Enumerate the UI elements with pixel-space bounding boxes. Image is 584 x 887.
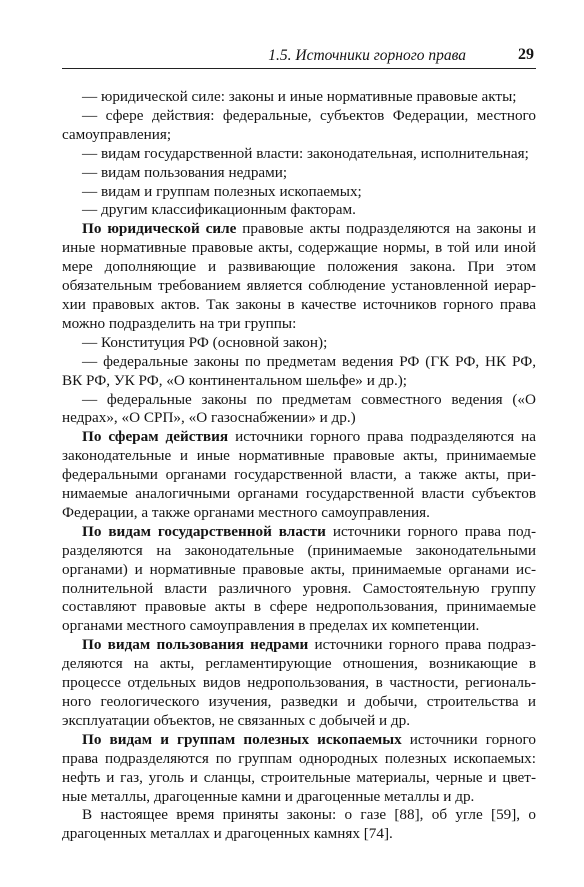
paragraph-scope: По сферам действия источники горного права подразделяются на законодательные и иные нормативные правовые акты, принимаемые федеральными органами государственной власти, а также акты, принимаемые аналогичными органами государственной власти субъектов Федерации, а также органами местного самоуправления.	[62, 428, 536, 521]
paragraph-minerals: По видам и группам полезных ископаемых источники горного права подразделяются по группам однородных полезных ископаемых: нефть и газ, уголь и сланцы, строительные материалы, черные и цветные металлы, драгоценные камни и драгоценные металлы и др.	[62, 730, 536, 805]
paragraph-lead: По видам и группам полезных ископаемых	[82, 730, 402, 748]
list-item-joint-laws: — федеральные законы по предметам совместного ведения («О недрах», «О СРП», «О газоснабжении» и др.)	[62, 390, 536, 427]
paragraph-lead: По юридической силе	[82, 220, 237, 238]
paragraph-subsoil-use: По видам пользования недрами источники горного права подразделяются на акты, регламентирующие отношения, возникающие в процессе отдельных видов недропользования, в частности, регионального геологического изучения, разведки и добычи, строительства и эксплуатации объектов, не связанных с добычей и др.	[62, 636, 536, 729]
list-item-subsoil-use: — видам пользования недрами;	[82, 163, 288, 181]
paragraph-lead: По видам пользования недрами	[82, 636, 309, 654]
list-item-other-factors: — другим классификационным факторам.	[82, 201, 356, 219]
paragraph-adopted-laws: В настоящее время приняты законы: о газе [88], об угле [59], о драгоценных металлах и драгоценных камнях [74].	[62, 806, 536, 843]
list-item-branches-of-power: — видам государственной власти: законодательная, исполнительная;	[82, 144, 529, 162]
list-item-scope: — сфере действия: федеральные, субъектов Федерации, местного самоуправления;	[62, 106, 536, 143]
paragraph-lead: По сферам действия	[82, 428, 229, 446]
paragraph-branches-of-power: По видам государственной власти источники горного права подразделяются на законодательные (принимаемые законодательными органами) и нормативные правовые акты, принимаемые органами исполнительной власти различного уровня. Самостоятельную группу составляют правовые акты в сфере недропользования, принимаемые органами местного самоуправления в пределах их компетенции.	[62, 522, 536, 635]
list-item-constitution: — Конституция РФ (основной закон);	[82, 333, 328, 351]
list-item-legal-force: — юридической силе: законы и иные нормативные правовые акты;	[82, 88, 517, 105]
list-item-minerals: — видам и группам полезных ископаемых;	[82, 182, 362, 200]
section-title: 1.5. Источники горного права	[268, 47, 466, 64]
paragraph-lead: По видам государственной власти	[82, 522, 326, 540]
running-header	[62, 44, 536, 69]
page-body	[62, 88, 536, 844]
list-item-federal-laws: — федеральные законы по предметам ведения РФ (ГК РФ, НК РФ, ВК РФ, УК РФ, «О континентальном шельфе» и др.);	[62, 352, 536, 389]
page-number: 29	[518, 46, 534, 63]
paragraph-legal-force: По юридической силе правовые акты подразделяются на законы и иные нормативные правовые акты, содержащие нормы, в той или иной мере дополняющие и развивающие положения закона. При этом обязательным требованием является соблюдение установленной иерархии правовых актов. Так законы в качестве источников горного права можно подразделить на три группы:	[62, 220, 536, 332]
